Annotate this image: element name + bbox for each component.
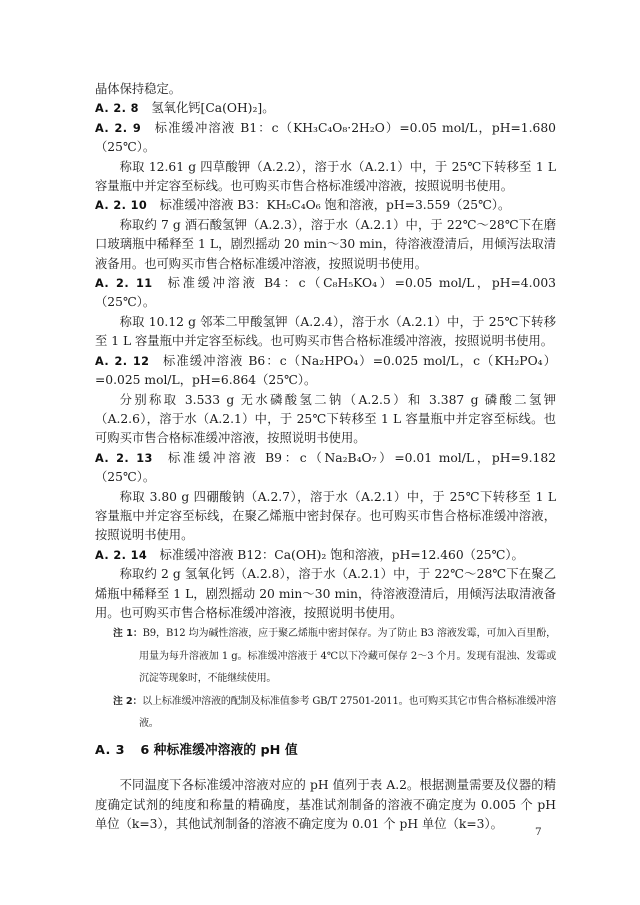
clause-heading-a2-12 [95,352,556,391]
clause-body-a2-13: 称取 3.80 g 四硼酸钠（A.2.7），溶于水（A.2.1）中，于 25℃下转移至 1 L 容量瓶中并定容至标线，在聚乙烯瓶中密封保存。也可购买市售合格标准缓冲溶液，按照说明书使用。 [95,489,556,543]
clause-heading-a2-10 [95,196,556,215]
clause-title: 标准缓冲溶液 B6：c（Na₂HPO₄）=0.025 mol/L，c（KH₂PO₄）=0.025 mol/L，pH=6.864（25℃）。 [95,353,556,388]
note-1 [113,623,556,690]
section-heading-a3 [95,741,556,761]
clause-number: A. 2. 9 [95,121,142,135]
clause-number: A. 2. 10 [95,199,148,213]
note-text: B9，B12 均为碱性溶液，应于聚乙烯瓶中密封保存。为了防止 B3 溶液发霉，可加入百里酚，用量为每升溶液加 1 g。标准缓冲溶液于 4℃以下冷藏可保存 2～3 个月。发现有混浊、发霉或沉淀等现象时，不能继续使用。 [139,628,556,685]
clause-number: A. 2. 12 [95,354,150,368]
clause-title: 氢氧化钙[Ca(OH)₂]。 [151,101,275,116]
clause-body-a2-14: 称取约 2 g 氢氧化钙（A.2.8），溶于水（A.2.1）中，于 22℃～28℃下在聚乙烯瓶中稀释至 1 L，剧烈摇动 20 min～30 min，待溶液澄清后，用倾泻法取清液备用。也可购买市售合格标准缓冲溶液，按照说明书使用。 [95,567,556,620]
clause-title: 标准缓冲溶液 B12：Ca(OH)₂ 饱和溶液，pH=12.460（25℃）。 [159,547,524,562]
note-text: 以上标准缓冲溶液的配制及标准值参考 GB/T 27501-2011。也可购买其它市售合格标准缓冲溶液。 [139,695,556,729]
clause-number: A. 2. 8 [95,102,139,116]
clause-heading-a2-13 [95,449,556,488]
clause-heading-a2-11 [95,274,556,313]
note-label: 注 2： [113,695,143,707]
page-content [95,80,556,835]
clause-title: 标准缓冲溶液 B9：c（Na₂B₄O₇）=0.01 mol/L，pH=9.182（25℃）。 [95,450,557,485]
clause-heading-a2-9 [95,119,556,158]
clause-number: A. 2. 13 [95,451,153,465]
note-label: 注 1： [113,628,143,640]
clause-title: 标准缓冲溶液 B3：KH₅C₄O₆ 饱和溶液，pH=3.559（25℃）。 [159,198,511,213]
section-number: A. 3 [95,743,125,759]
clause-body-a2-12: 分别称取 3.533 g 无水磷酸氢二钠（A.2.5）和 3.387 g 磷酸二氢钾（A.2.6），溶于水（A.2.1）中，于 25℃下转移至 1 L 容量瓶中并定容至标线。也可购买市售合格标准缓冲溶液，按照说明书使用。 [95,392,556,446]
page-number: 7 [535,826,542,838]
clause-title: 标准缓冲溶液 B4：c（C₈H₅KO₄）=0.05 mol/L，pH=4.003（25℃）。 [95,276,557,310]
paragraph-continuation: 晶体保持稳定。 [95,82,182,96]
clause-heading-a2-8 [95,99,556,118]
clause-number: A. 2. 11 [95,277,153,291]
clause-heading-a2-14 [95,546,556,565]
clause-title: 标准缓冲溶液 B1：c（KH₃C₄O₈·2H₂O）=0.05 mol/L，pH=1.680（25℃）。 [95,120,556,155]
clause-body-a2-10: 称取约 7 g 酒石酸氢钾（A.2.3），溶于水（A.2.1）中，于 22℃～28℃下在磨口玻璃瓶中稀释至 1 L，剧烈摇动 20 min～30 min，待溶液澄清后，用倾泻法取清液备用。也可购买市售合格标准缓冲溶液，按照说明书使用。 [95,217,556,271]
section-a3-paragraph: 不同温度下各标准缓冲溶液对应的 pH 值列于表 A.2。根据测量需要及仪器的精度确定试剂的纯度和称量的精确度，基准试剂制备的溶液不确定度为 0.005 个 pH 单位（k=3），其他试剂制备的溶液不确定度为 0.01 个 pH 单位（k=3）。 [95,778,556,832]
clause-number: A. 2. 14 [95,548,148,562]
clause-body-a2-11: 称取 10.12 g 邻苯二甲酸氢钾（A.2.4），溶于水（A.2.1）中，于 25℃下转移至 1 L 容量瓶中并定容至标线。也可购买市售合格标准缓冲溶液，按照说明书使用。 [95,314,556,349]
note-2 [113,691,556,736]
section-title: 6 种标准缓冲溶液的 pH 值 [140,743,298,759]
clause-body-a2-9: 称取 12.61 g 四草酸钾（A.2.2），溶于水（A.2.1）中，于 25℃下转移至 1 L 容量瓶中并定容至标线。也可购买市售合格标准缓冲溶液，按照说明书使用。 [95,159,556,194]
